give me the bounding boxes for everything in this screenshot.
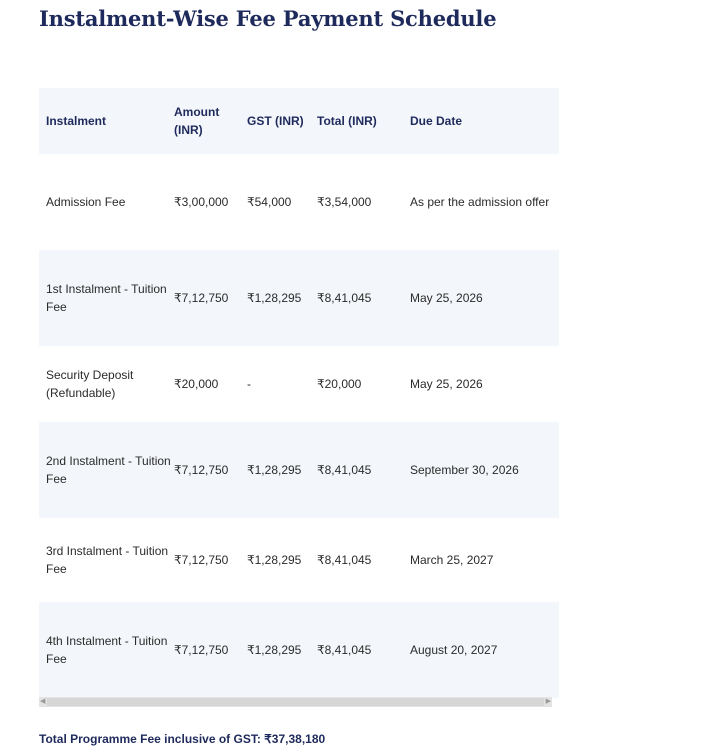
cell-amount: ₹3,00,000: [174, 195, 229, 209]
cell-amount: ₹7,12,750: [174, 643, 229, 657]
cell-gst: ₹1,28,295: [247, 463, 302, 477]
horizontal-scrollbar[interactable]: [39, 697, 552, 707]
scroll-left-icon[interactable]: ◀: [40, 698, 46, 705]
cell-total: ₹8,41,045: [317, 291, 372, 305]
cell-total: ₹20,000: [317, 377, 362, 391]
header-amount: Amount (INR): [174, 105, 220, 137]
table-row: [39, 518, 559, 602]
header-instalment: Instalment: [46, 114, 107, 128]
cell-amount: ₹7,12,750: [174, 463, 229, 477]
cell-due-date: As per the admission offer: [410, 195, 550, 209]
cell-instalment: 4th Instalment - Tuition Fee: [46, 634, 168, 666]
table-row: [39, 154, 559, 250]
cell-gst: ₹54,000: [247, 195, 292, 209]
cell-total: ₹8,41,045: [317, 553, 372, 567]
cell-due-date: May 25, 2026: [410, 377, 483, 391]
scroll-right-icon[interactable]: ▶: [545, 698, 551, 705]
header-total: Total (INR): [317, 114, 377, 128]
scrollbar-thumb[interactable]: [47, 698, 544, 706]
table-row: [39, 602, 559, 698]
header-due-date: Due Date: [410, 114, 463, 128]
table-row: [39, 250, 559, 346]
cell-due-date: August 20, 2027: [410, 643, 498, 657]
table-row: [39, 422, 559, 518]
cell-gst: ₹1,28,295: [247, 291, 302, 305]
cell-total: ₹8,41,045: [317, 643, 372, 657]
fee-schedule-table: [39, 88, 559, 698]
table-row: [39, 346, 559, 422]
cell-instalment: Admission Fee: [46, 195, 126, 209]
cell-instalment: Security Deposit (Refundable): [46, 368, 134, 400]
header-gst: GST (INR): [247, 114, 304, 128]
cell-total: ₹8,41,045: [317, 463, 372, 477]
cell-gst: ₹1,28,295: [247, 553, 302, 567]
cell-amount: ₹20,000: [174, 377, 219, 391]
cell-instalment: 1st Instalment - Tuition Fee: [46, 282, 167, 314]
total-programme-fee: Total Programme Fee inclusive of GST: ₹37,38,180: [39, 732, 326, 746]
page-title: Instalment-Wise Fee Payment Schedule: [39, 6, 497, 31]
cell-due-date: May 25, 2026: [410, 291, 483, 305]
cell-gst: -: [247, 377, 251, 391]
fee-schedule-table-container: [39, 88, 552, 698]
cell-due-date: March 25, 2027: [410, 553, 494, 567]
cell-amount: ₹7,12,750: [174, 291, 229, 305]
cell-due-date: September 30, 2026: [410, 463, 519, 477]
cell-instalment: 3rd Instalment - Tuition Fee: [46, 544, 169, 576]
cell-gst: ₹1,28,295: [247, 643, 302, 657]
cell-total: ₹3,54,000: [317, 195, 372, 209]
cell-amount: ₹7,12,750: [174, 553, 229, 567]
cell-instalment: 2nd Instalment - Tuition Fee: [46, 454, 171, 486]
table-header-row: [39, 88, 559, 154]
